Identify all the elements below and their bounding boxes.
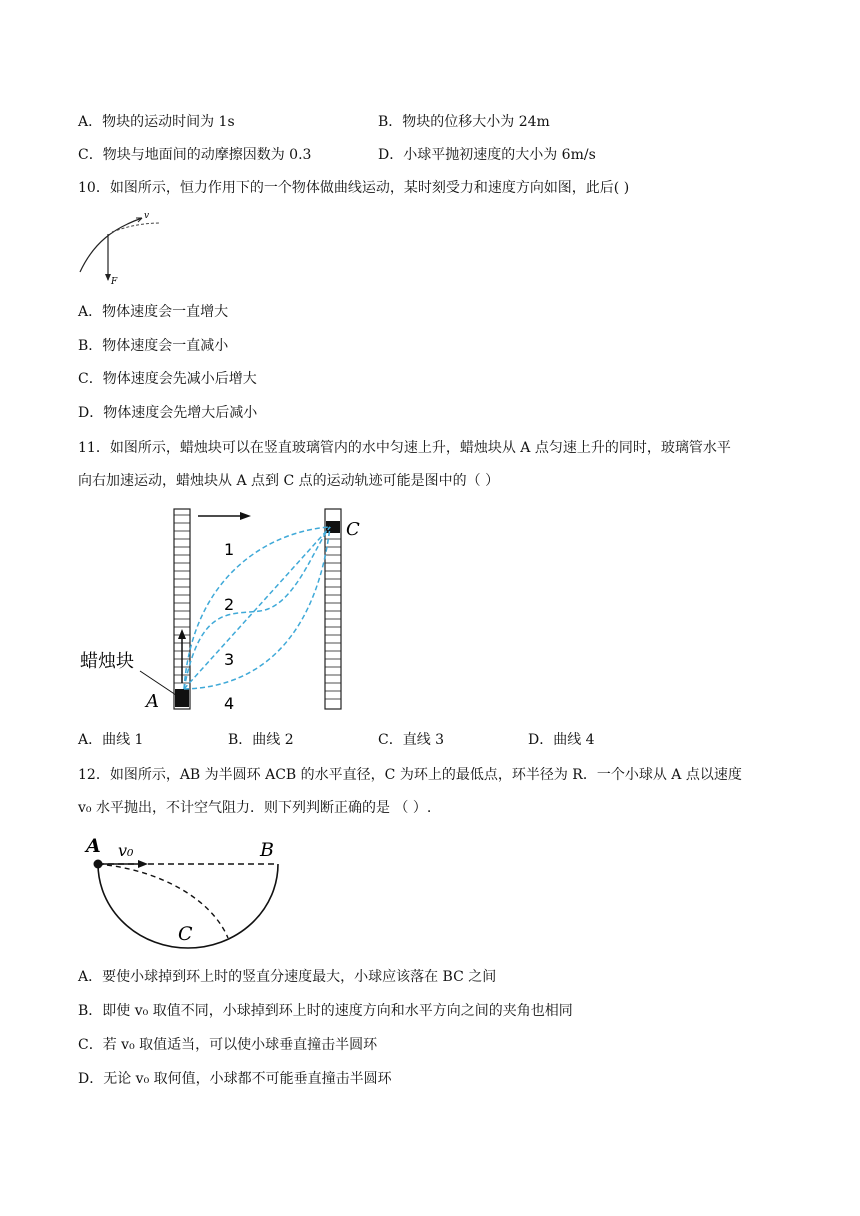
q11-stem-line1: 11．如图所示，蜡烛块可以在竖直玻璃管内的水中匀速上升，蜡烛块从 A 点匀速上升的同时，玻璃管水平 — [78, 440, 731, 456]
right-glass-tube — [325, 509, 341, 709]
q11-stem-line2: 向右加速运动，蜡烛块从 A 点到 C 点的运动轨迹可能是图中的（ ） — [78, 473, 500, 489]
q9-option-a: A．物块的运动时间为 1s — [78, 114, 235, 130]
q9-option-c: C．物块与地面间的动摩擦因数为 0.3 — [78, 147, 312, 163]
curve-label-2: 2 — [224, 595, 235, 614]
point-b-label: B — [260, 839, 274, 861]
curve-label-1: 1 — [224, 540, 235, 559]
q12-option-a: A．要使小球掉到环上时的竖直分速度最大，小球应该落在 BC 之间 — [78, 969, 497, 985]
q11-figure — [80, 505, 380, 715]
q10-f-label: F — [111, 277, 118, 287]
q10-option-a: A．物体速度会一直增大 — [78, 304, 229, 320]
q10-option-c: C．物体速度会先减小后增大 — [78, 371, 257, 387]
q12-option-d: D．无论 v₀ 取何值，小球都不可能垂直撞击半圆环 — [78, 1071, 392, 1087]
q12-option-b: B．即使 v₀ 取值不同，小球掉到环上时的速度方向和水平方向之间的夹角也相同 — [78, 1003, 573, 1019]
q10-stem: 10．如图所示，恒力作用下的一个物体做曲线运动，某时刻受力和速度方向如图，此后( ) — [78, 180, 630, 196]
q11-option-c: C．直线 3 — [378, 732, 445, 748]
q12-stem-line2: v₀ 水平抛出，不计空气阻力．则下列判断正确的是 （ ）. — [78, 800, 432, 816]
q10-v-label: v — [144, 211, 150, 221]
point-c-label-12: C — [178, 923, 193, 945]
q12-stem-line1: 12．如图所示，AB 为半圆环 ACB 的水平直径，C 为环上的最低点，环半径为 R．一个小球从 A 点以速度 — [78, 767, 742, 783]
left-glass-tube — [174, 509, 190, 709]
curve-label-4: 4 — [224, 694, 235, 713]
candle-block-c — [326, 521, 340, 533]
candle-block — [175, 689, 189, 707]
q11-option-a: A．曲线 1 — [78, 732, 144, 748]
q11-option-d: D．曲线 4 — [528, 732, 595, 748]
point-c-label: C — [346, 519, 360, 540]
ball-trajectory — [98, 864, 228, 938]
q9-option-b: B．物块的位移大小为 24m — [378, 114, 550, 130]
q11-option-b: B．曲线 2 — [228, 732, 294, 748]
q12-figure — [82, 830, 302, 960]
q9-option-d: D．小球平抛初速度的大小为 6m/s — [378, 147, 596, 163]
point-a-label-12: A — [86, 835, 101, 857]
ball — [94, 860, 103, 869]
q12-option-c: C．若 v₀ 取值适当，可以使小球垂直撞击半圆环 — [78, 1037, 378, 1053]
q10-option-d: D．物体速度会先增大后减小 — [78, 405, 258, 421]
q10-option-b: B．物体速度会一直减小 — [78, 338, 229, 354]
candle-label: 蜡烛块 — [80, 651, 134, 672]
point-a-label: A — [146, 691, 159, 712]
curve-label-3: 3 — [224, 650, 235, 669]
q10-figure — [76, 208, 166, 288]
v0-label: v₀ — [118, 841, 134, 860]
